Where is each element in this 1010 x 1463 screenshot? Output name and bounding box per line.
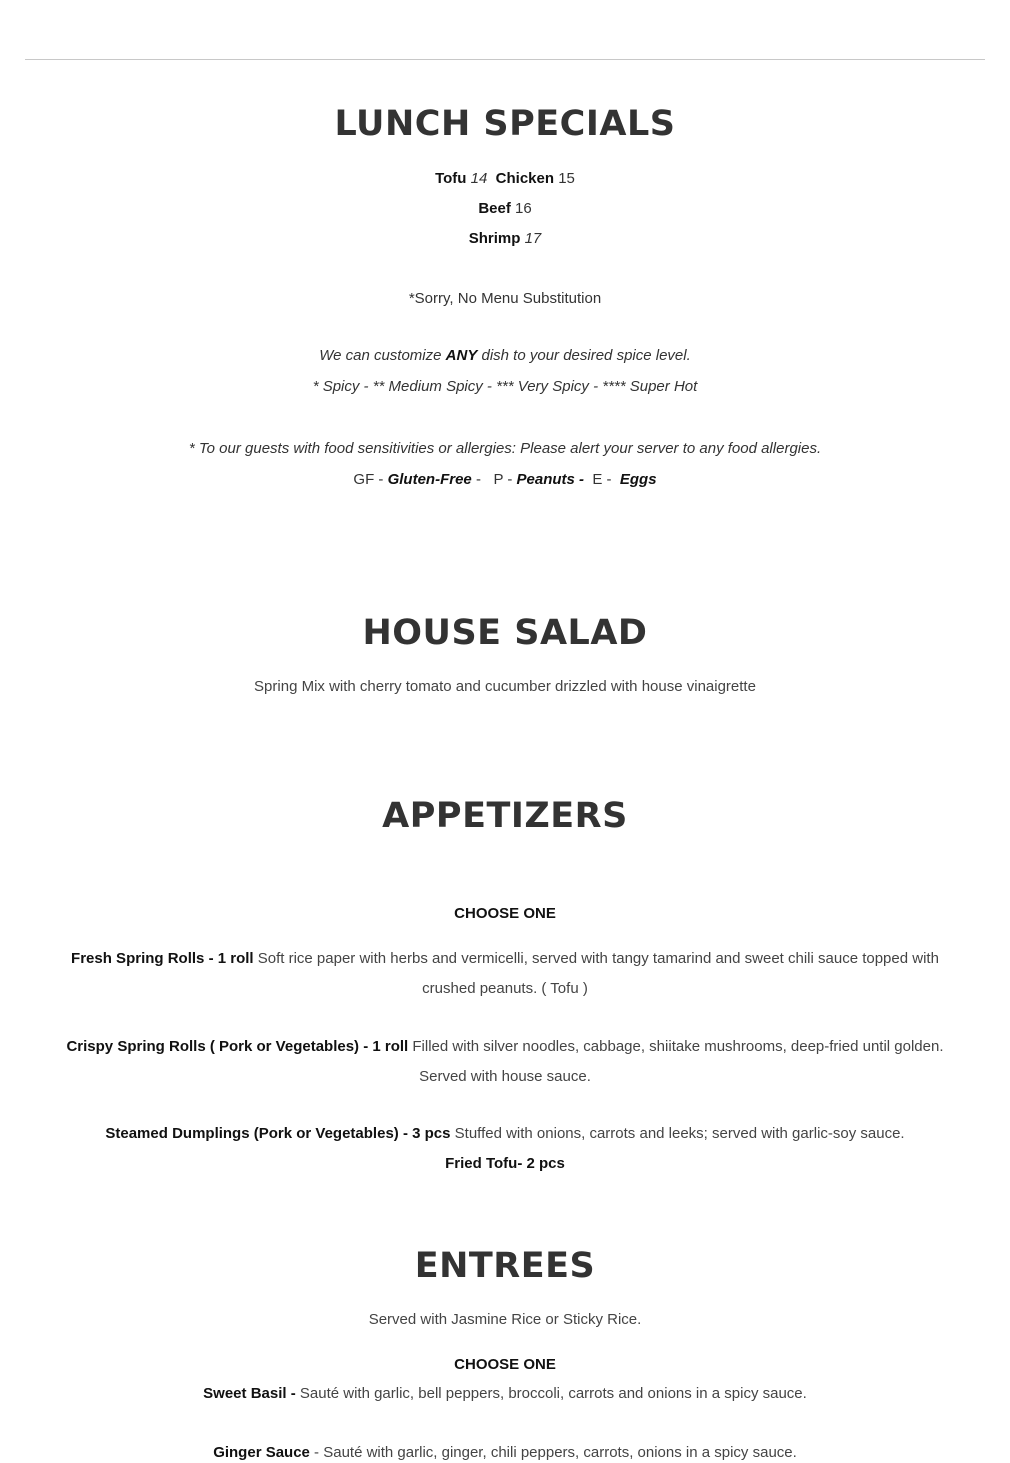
entree-desc: - Sauté with garlic, ginger, chili peppers, carrots, onions in a spicy sauce. xyxy=(309,1444,797,1461)
appetizer-item xyxy=(0,1032,1010,1092)
p-code: - P - xyxy=(471,471,517,488)
tofu-price: 14 xyxy=(470,170,488,187)
customize-pre: We can customize xyxy=(319,347,446,364)
appetizer-desc-cont: Served with house sauce. xyxy=(419,1068,591,1085)
appetizer-desc: Stuffed with onions, carrots and leeks; served with garlic-soy sauce. xyxy=(454,1125,905,1142)
entree-item xyxy=(0,1384,1010,1404)
entrees-choose-one: CHOOSE ONE xyxy=(454,1356,556,1373)
top-divider xyxy=(25,59,985,60)
e-code: E - xyxy=(584,471,620,488)
beef-label: Beef xyxy=(478,200,511,217)
appetizer-name: Fresh Spring Rolls - 1 roll xyxy=(71,950,254,967)
appetizers-choose-one: CHOOSE ONE xyxy=(454,905,556,922)
appetizer-name: Fried Tofu- 2 pcs xyxy=(445,1155,565,1172)
allergy-note xyxy=(0,439,1010,459)
lunch-specials-heading: LUNCH SPECIALS xyxy=(334,104,676,144)
gf-label: Gluten-Free xyxy=(387,471,472,488)
gf-code: GF - xyxy=(353,471,388,488)
lunch-price-row-2 xyxy=(0,199,1010,219)
appetizer-name: Steamed Dumplings (Pork or Vegetables) - 3 pcs xyxy=(105,1125,451,1142)
shrimp-label: Shrimp xyxy=(468,230,521,247)
substitution-note: *Sorry, No Menu Substitution xyxy=(408,290,602,307)
allergy-note-text: * To our guests with food sensitivities or allergies: Please alert your server to any food allergies. xyxy=(188,440,822,457)
lunch-price-row-1 xyxy=(0,169,1010,189)
spice-levels-text: * Spicy - ** Medium Spicy - *** Very Spicy - **** Super Hot xyxy=(312,378,698,395)
chicken-price: 15 xyxy=(558,170,575,187)
entree-desc: Sauté with garlic, bell peppers, broccoli, carrots and onions in a spicy sauce. xyxy=(299,1385,807,1402)
appetizer-item xyxy=(0,944,1010,1004)
beef-price: 16 xyxy=(515,200,532,217)
spice-levels xyxy=(0,377,1010,397)
tofu-label: Tofu xyxy=(435,170,467,187)
customize-post: dish to your desired spice level. xyxy=(477,347,691,364)
appetizer-desc: Soft rice paper with herbs and vermicelli, served with tangy tamarind and sweet chili sauce topped with xyxy=(257,950,939,967)
lunch-price-row-3 xyxy=(0,229,1010,249)
customize-note xyxy=(0,346,1010,366)
chicken-label: Chicken xyxy=(495,170,555,187)
entrees-heading: ENTREES xyxy=(414,1246,596,1286)
entrees-served-with: Served with Jasmine Rice or Sticky Rice. xyxy=(368,1311,642,1328)
entree-name: Ginger Sauce xyxy=(213,1444,310,1461)
appetizer-desc-cont: crushed peanuts. ( Tofu ) xyxy=(422,980,588,997)
house-salad-description: Spring Mix with cherry tomato and cucumber drizzled with house vinaigrette xyxy=(254,678,756,695)
appetizers-heading: APPETIZERS xyxy=(382,796,628,836)
p-label: Peanuts - xyxy=(516,471,585,488)
entree-name: Sweet Basil - xyxy=(203,1385,300,1402)
entree-item xyxy=(0,1443,1010,1463)
appetizer-item xyxy=(0,1119,1010,1179)
appetizer-desc: Filled with silver noodles, cabbage, shiitake mushrooms, deep-fried until golden. xyxy=(412,1038,944,1055)
customize-any: ANY xyxy=(445,347,478,364)
e-label: Eggs xyxy=(619,471,657,488)
allergen-legend xyxy=(0,470,1010,490)
appetizer-name: Crispy Spring Rolls ( Pork or Vegetables) - 1 roll xyxy=(66,1038,409,1055)
house-salad-heading: HOUSE SALAD xyxy=(362,613,648,653)
shrimp-price: 17 xyxy=(524,230,542,247)
